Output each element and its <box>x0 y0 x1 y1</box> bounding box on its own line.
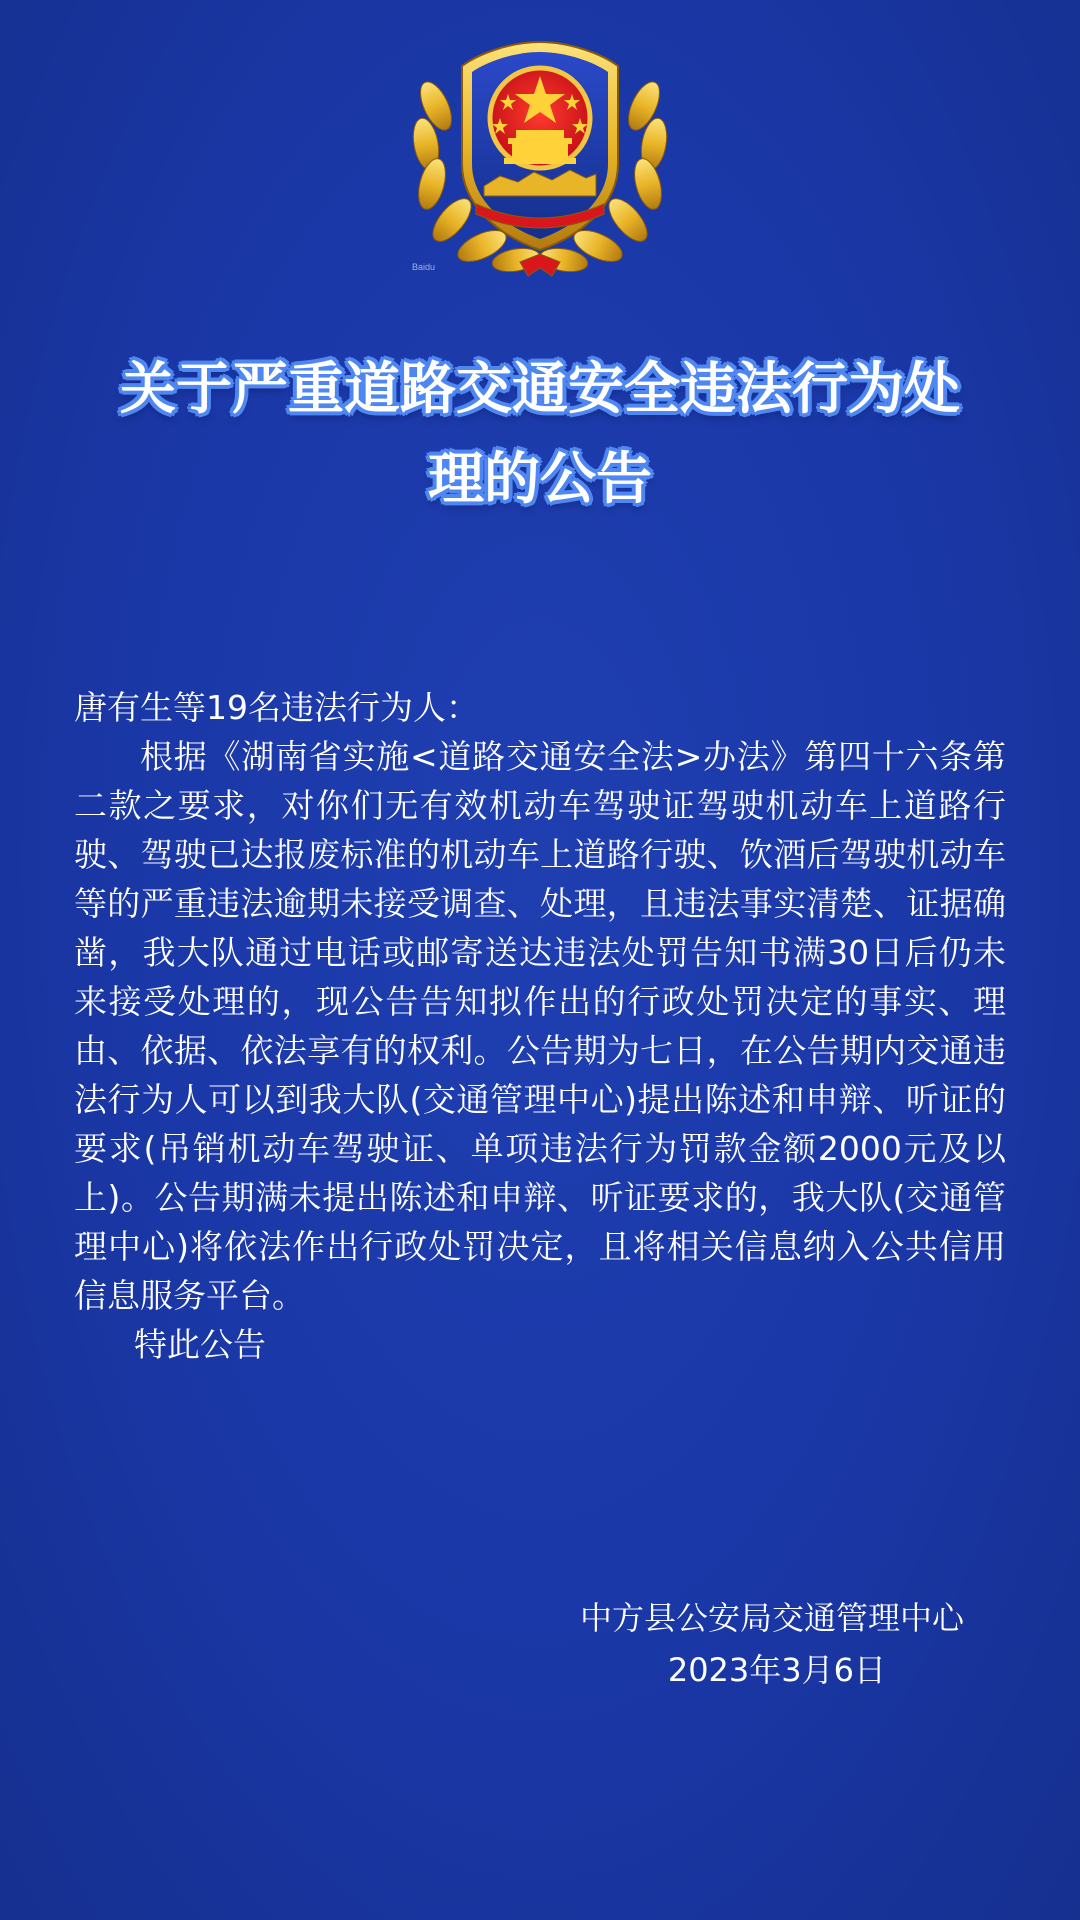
signature-organization: 中方县公安局交通管理中心 <box>579 1599 964 1637</box>
notice-salutation: 唐有生等19名违法行为人： <box>74 688 479 727</box>
title-line-1: 关于严重道路交通安全违法行为处 <box>120 357 960 422</box>
page-title <box>40 345 1040 525</box>
notice-body <box>74 683 1006 1369</box>
emblem-watermark: Baidu <box>412 262 436 272</box>
notice-paragraph: 根据《湖南省实施<道路交通安全法>办法》第四十六条第二款之要求，对你们无有效机动车驾驶证驾驶机动车上道路行驶、驾驶已达报废标准的机动车上道路行驶、饮酒后驾驶机动车等的严重违法逾期未接受调查、处理，且违法事实清楚、证据确凿，我大队通过电话或邮寄送达违法处罚告知书满30日后仍未来接受处理的，现公告告知拟作出的行政处罚决定的事实、理由、依据、依法享有的权利。公告期为七日，在公告期内交通违法行为人可以到我大队(交通管理中心)提出陈述和申辩、听证的要求(吊销机动车驾驶证、单项违法行为罚款金额2000元及以上)。公告期满未提出陈述和申辩、听证要求的，我大队(交通管理中心)将依法作出行政处罚决定，且将相关信息纳入公共信用信息服务平台。 <box>74 737 1006 1315</box>
signature-date: 2023年3月6日 <box>667 1651 886 1689</box>
signature-block <box>444 1592 964 1696</box>
police-emblem-icon <box>400 36 680 286</box>
title-line-2: 理的公告 <box>428 447 652 512</box>
notice-closing: 特此公告 <box>134 1325 266 1364</box>
